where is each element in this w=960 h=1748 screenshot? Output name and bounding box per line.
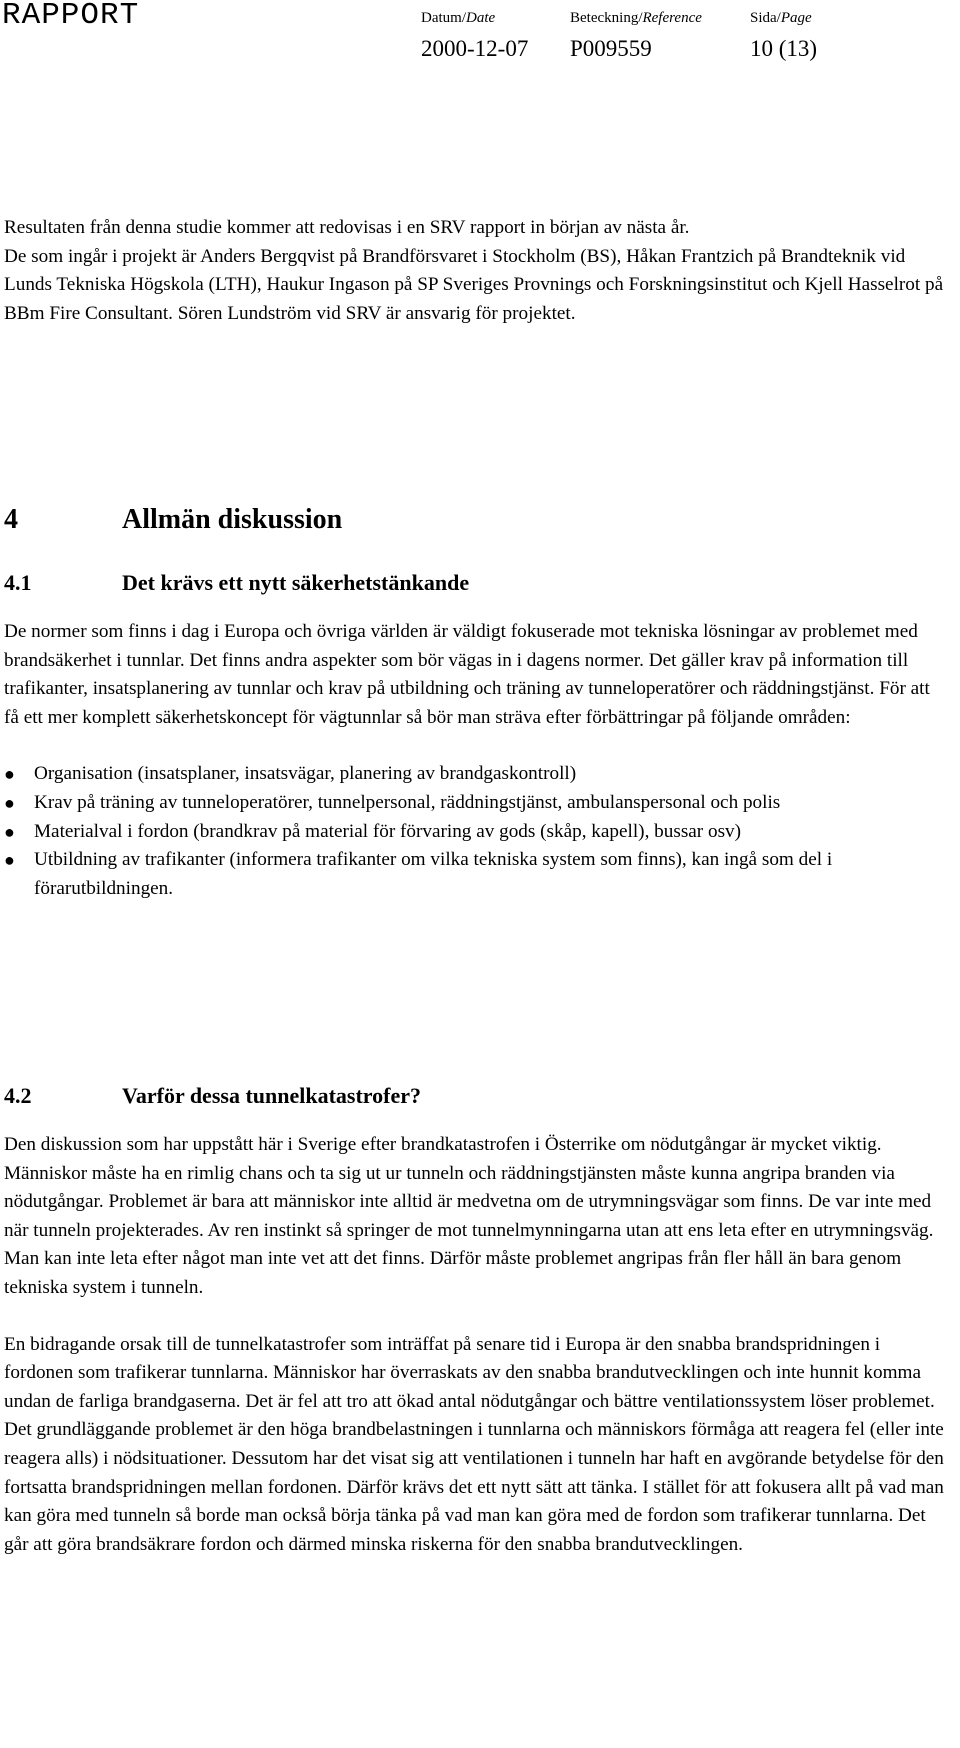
section-number: 4: [4, 504, 18, 535]
list-item: ● Organisation (insatsplaner, insatsvägar, planering av brandgaskontroll): [4, 760, 944, 789]
section-4-2-paragraph-2: En bidragande orsak till de tunnelkatastrofer som inträffat på senare tid i Europa är den snabba brandspridningen i fordonen som trafikerar tunnlarna. Människor har överraskats av den snabba brandutvecklingen och inte hunnit komma undan de farliga brandgaserna. Det är fel att tro att ökad antal nödutgångar och bättre ventilationssystem löser problemet. Det grundläggande problemet är den höga brandbelastningen i tunnlarna och människors förmåga att reagera fel (eller inte reagera alls) i nödsituationer. Dessutom har det visat sig att ventilationen i tunneln har haft en avgörande betydelse för den fortsatta brandspridningen mellan fordonen. Därför krävs det ett nytt sätt att tänka. I stället för att fokusera allt på vad man kan göra med tunneln så borde man också börja tänka på vad man kan göra med de fordon som trafikerar tunnlarna. Det går att göra brandsäkrare fordon och därmed minska riskerna för den snabba brandutvecklingen.: [4, 1333, 944, 1555]
reference-value: P009559: [570, 36, 652, 61]
list-item: ● Utbildning av trafikanter (informera trafikanter om vilka tekniska system som finns), kan ingå som del i förarutbildningen.: [4, 846, 944, 903]
section-4-1: [4, 570, 944, 903]
requirements-list: [4, 760, 944, 903]
bullet-icon: ●: [4, 792, 15, 813]
section-4-2-paragraph-1: Den diskussion som har uppstått här i Sverige efter brandkatastrofen i Österrike om nödutgångar är mycket viktig. Människor måste ha en rimlig chans och ta sig ut ur tunneln och räddningstjänsten måste kunna angripa branden via nödutgångar. Problemet är bara att människor inte alltid är medvetna om de utrymningsvägar som finns. De var inte med när tunneln projekterades. Av ren instinkt så springer de mot tunnelmynningarna utan att ens leta efter en utrymningsväg. Man kan inte leta efter något man inte vet att det finns. Därför måste problemet angripas från fler håll än bara genom tekniska system i tunneln.: [4, 1134, 934, 1298]
section-4-heading: [4, 504, 342, 536]
page-header: [0, 0, 960, 80]
section-number: 4.2: [4, 1083, 32, 1108]
bullet-icon: ●: [4, 850, 15, 871]
section-title: Varför dessa tunnelkatastrofer?: [122, 1083, 422, 1108]
report-title: RAPPORT: [2, 0, 140, 33]
section-title: Allmän diskussion: [122, 504, 343, 535]
bullet-icon: ●: [4, 821, 15, 842]
date-value: 2000-12-07: [421, 36, 529, 61]
list-item: ● Materialval i fordon (brandkrav på material för förvaring av gods (skåp, kapell), bussar osv): [4, 818, 944, 847]
reference-label: Beteckning/Reference: [570, 10, 702, 26]
intro-paragraph: De som ingår i projekt är Anders Bergqvist på Brandförsvaret i Stockholm (BS), Håkan Frantzich på Brandteknik vid Lunds Tekniska Högskola (LTH), Haukur Ingason på SP Sveriges Provnings och Forskningsinstitut och Kjell Hasselrot på BBm Fire Consultant. Sören Lundström vid SRV är ansvarig för projektet.: [4, 245, 944, 324]
section-4-2: [4, 1083, 944, 1559]
section-number: 4.1: [4, 570, 32, 595]
list-item: ● Krav på träning av tunneloperatörer, tunnelpersonal, räddningstjänst, ambulanspersonal och polis: [4, 789, 944, 818]
page-value: 10 (13): [750, 36, 818, 61]
bullet-icon: ●: [4, 764, 15, 785]
section-4-1-heading: [4, 570, 944, 596]
page-label: Sida/Page: [750, 10, 812, 26]
section-4-2-heading: [4, 1083, 944, 1109]
section-title: Det krävs ett nytt säkerhetstänkande: [122, 570, 470, 595]
intro-line: Resultaten från denna studie kommer att redovisas i en SRV rapport in början av nästa år.: [4, 217, 690, 238]
date-label: Datum/Date: [421, 10, 496, 26]
intro-section: [4, 214, 944, 328]
section-4-1-paragraph: De normer som finns i dag i Europa och övriga världen är väldigt fokuserade mot tekniska lösningar av problemet med brandsäkerhet i tunnlar. Det finns andra aspekter som bör vägas in i dagens normer. Det gäller krav på information till trafikanter, insatsplanering av tunnlar och krav på utbildning och träning av tunneloperatörer och räddningstjänst. För att få ett mer komplett säkerhetskoncept för vägtunnlar så bör man sträva efter förbättringar på följande områden:: [4, 621, 930, 728]
